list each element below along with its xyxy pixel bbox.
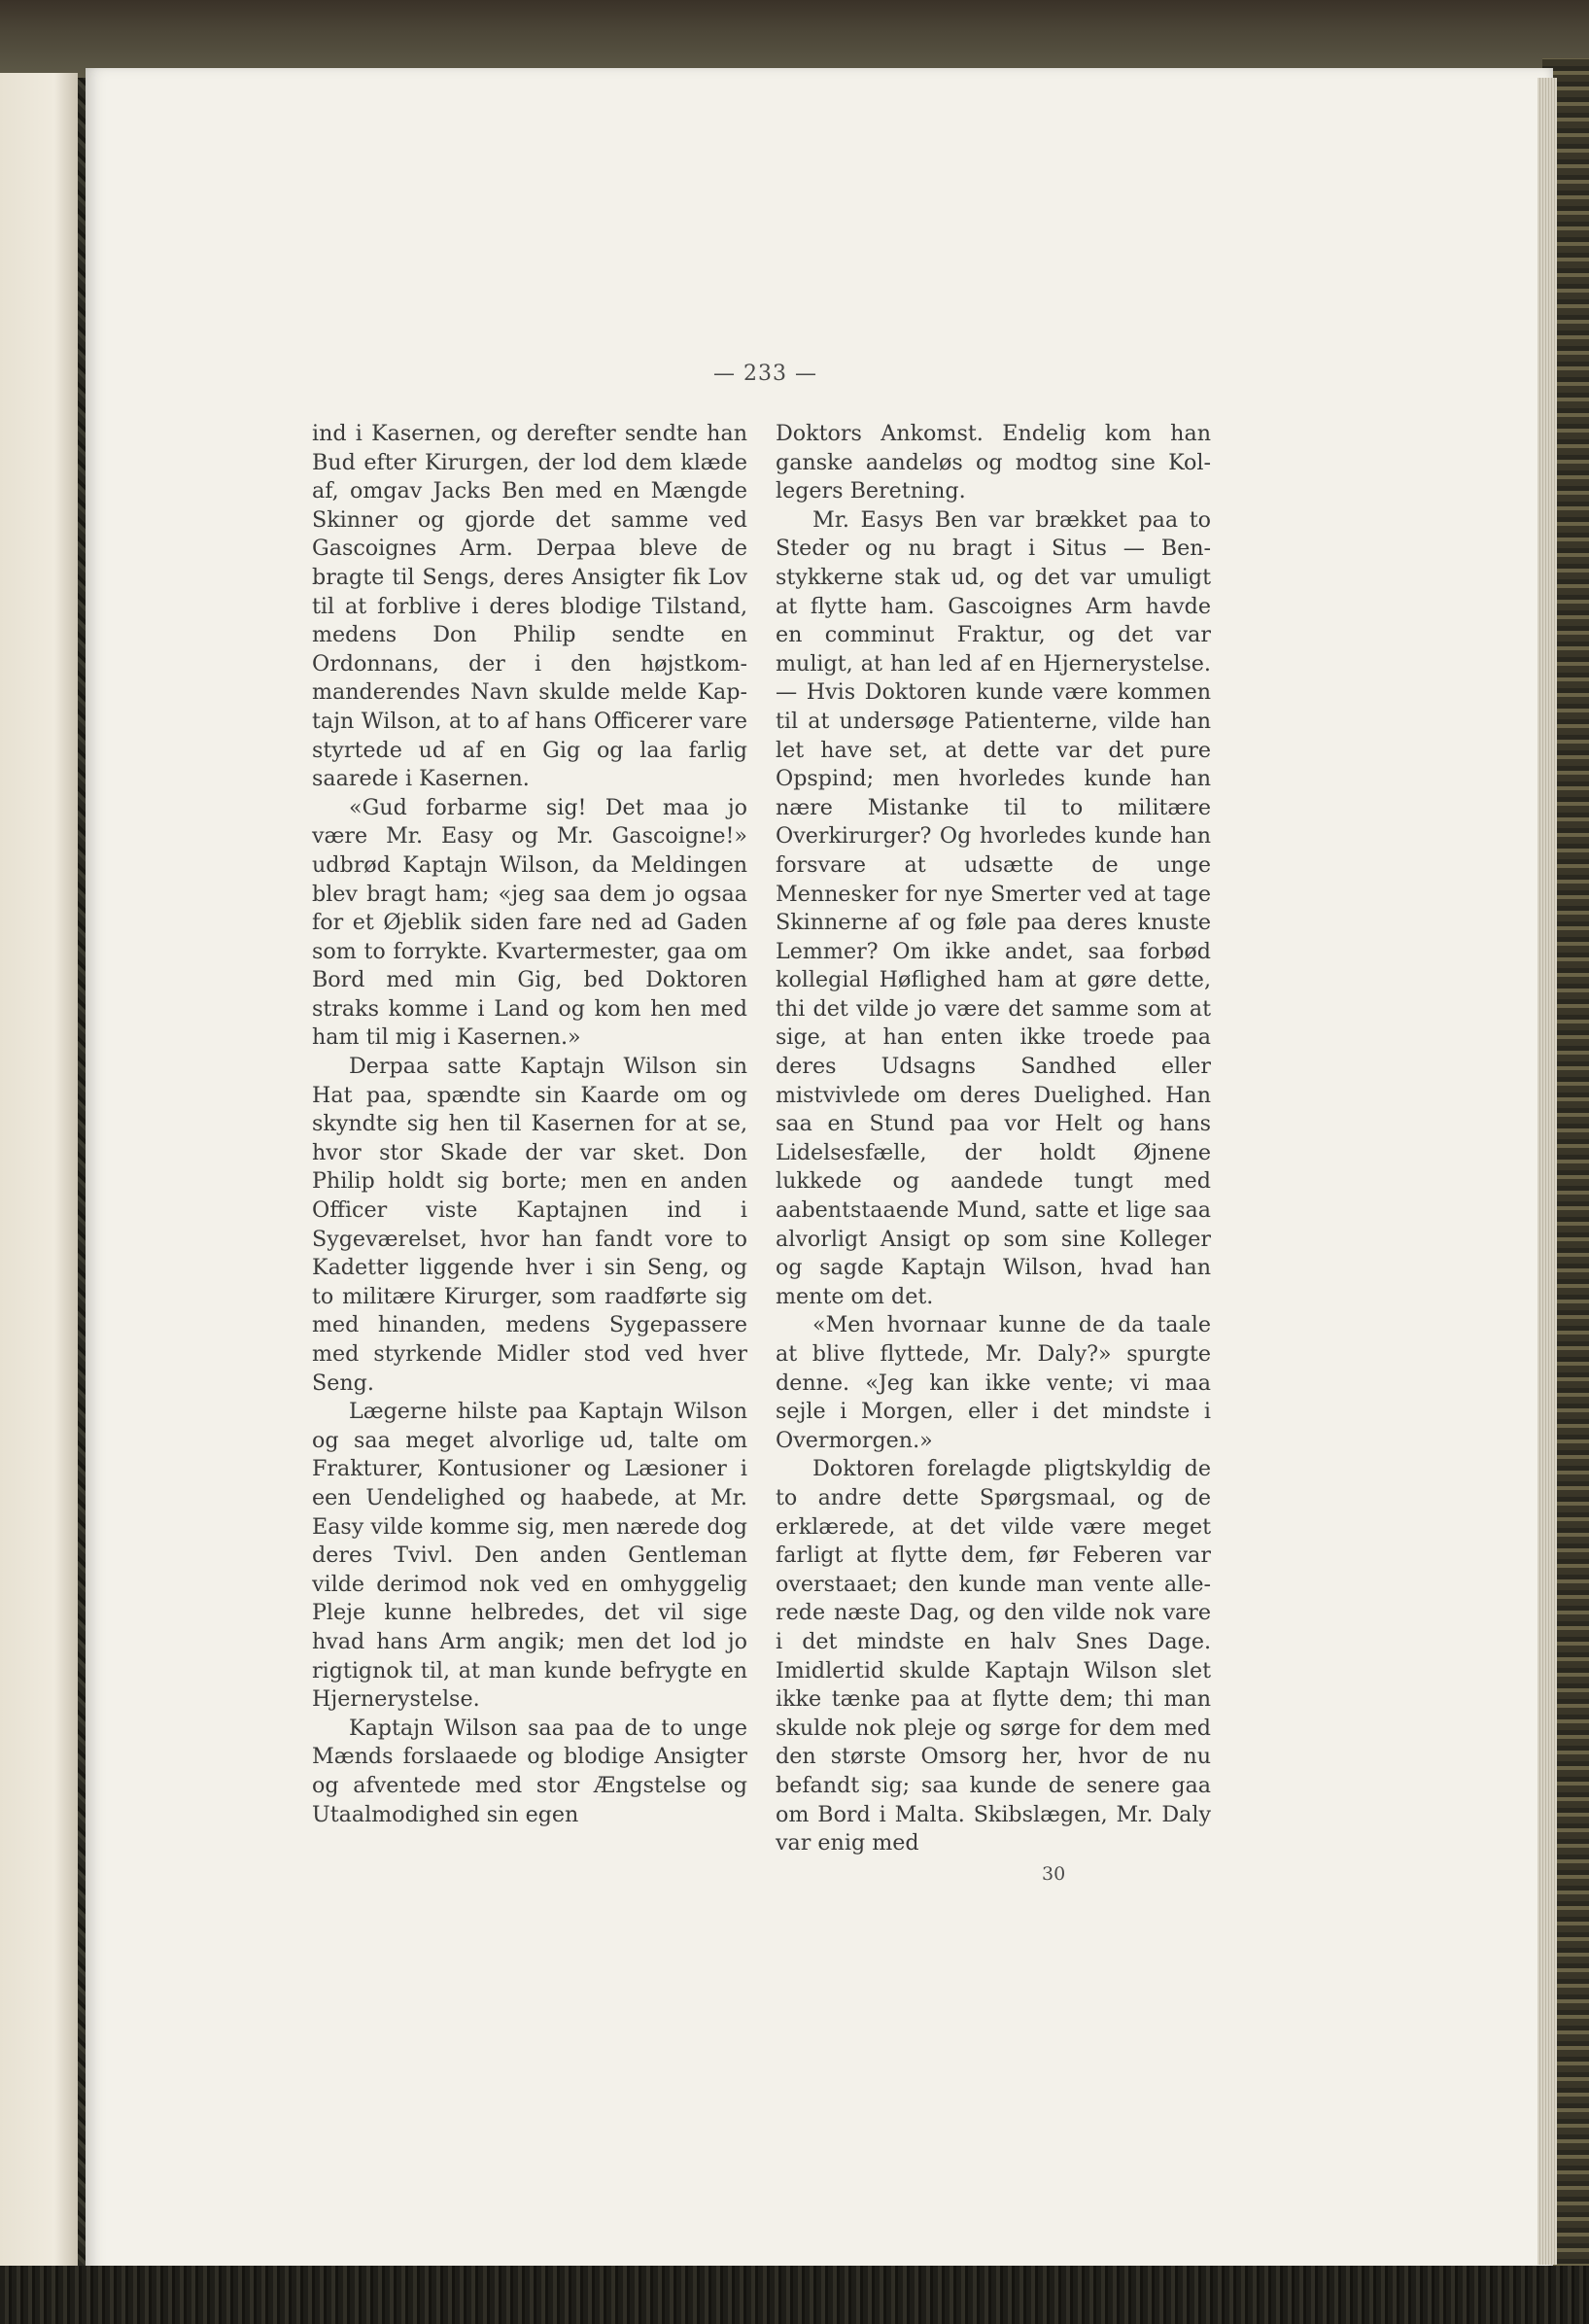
left-text-column — [312, 420, 747, 1829]
page-number: — 233 — — [713, 362, 817, 386]
paragraph: «Men hvornaar kunne de da taale at blive flyttede, Mr. Daly?» spurgte denne. «Jeg kan ikke vente; vi maa sejle i Morgen, eller i det mindste i Overmorgen.» — [776, 1312, 1211, 1453]
paragraph: Mr. Easys Ben var brækket paa to Steder og nu bragt i Situs — Benstykkerne stak ud, og det var umuligt at flytte ham. Gascoignes Arm havde en comminut Fraktur, og det var muligt, at han led af en Hjernerystelse. — Hvis Doktoren kunde være kommen til at undersøge Patienterne, vilde han let have set, at dette var det pure Opspind; men hvorledes kunde han nære Mistanke til to militære Overkirurger? Og hvorledes kunde han forsvare at udsætte de unge Mennesker for nye Smerter ved at tage Skinnerne af og føle paa deres knuste Lemmer? Om ikke andet, saa forbød kollegial Høflighed ham at gøre dette, thi det vilde jo være det samme som at sige, at han enten ikke troede paa deres Udsagns Sandhed eller mistvivlede om deres Duelighed. Han saa en Stund paa vor Helt og hans Lidelsesfælle, der holdt Øjnene lukkede og aandede tungt med aabentstaaende Mund, satte et lige saa alvorligt Ansigt op som sine Kolleger og sagde Kaptajn Wilson, hvad han mente om det. — [776, 506, 1211, 1309]
facing-page-edge — [0, 73, 78, 2270]
book-bottom-edge — [0, 2266, 1589, 2324]
paragraph: Lægerne hilste paa Kaptajn Wilson og saa meget alvorlige ud, talte om Frakturer, Kontusioner og Læsioner i een Uendelighed og haabede, at Mr. Easy vilde komme sig, men nærede dog deres Tvivl. Den anden Gentleman vilde derimod nok ved en omhyggelig Pleje kunne helbredes, det vil sige hvad hans Arm angik; men det lod jo rigtignok til, at man kunde befrygte en Hjernerystelse. — [312, 1399, 747, 1713]
paragraph: Doktors Ankomst. Endelig kom han ganske aandeløs og modtog sine Kollegers Beretning. — [776, 421, 1211, 504]
paragraph: Derpaa satte Kaptajn Wilson sin Hat paa, spændte sin Kaarde om og skyndte sig hen til Kasernen for at se, hvor stor Skade der var sket. Don Philip holdt sig borte; men en anden Officer viste Kaptajnen ind i Sygeværelset, hvor han fandt vore to Kadetter liggende hver i sin Seng, og to militære Kirurger, som raadførte sig med hinanden, medens Sygepassere med styrkende Midler stod ved hver Seng. — [312, 1054, 747, 1396]
book-top-edge — [0, 0, 1589, 78]
printer-signature-mark: 30 — [1042, 1863, 1066, 1885]
right-text-column — [776, 420, 1211, 1858]
paragraph: «Gud forbarme sig! Det maa jo være Mr. Easy og Mr. Gascoigne!» udbrød Kaptajn Wilson, da Meldingen blev bragt ham; «jeg saa dem jo ogsaa for et Øjeblik siden fare ned ad Gaden som to forrykte. Kvartermester, gaa om Bord med min Gig, bed Doktoren straks komme i Land og kom hen med ham til mig i Kasernen.» — [312, 794, 747, 1051]
paragraph: Kaptajn Wilson saa paa de to unge Mænds forslaaede og blodige Ansigter og afventede med stor Ængstelse og Utaalmodighed sin egen — [312, 1715, 747, 1827]
page-block-edge — [1537, 78, 1557, 2265]
paragraph: Doktoren forelagde pligtskyldig de to andre dette Spørgsmaal, og de erklærede, at det vilde være meget farligt at flytte dem, før Feberen var overstaaet; den kunde man vente allerede næste Dag, og den vilde nok vare i det mindste en halv Snes Dage. Imidlertid skulde Kaptajn Wilson slet ikke tænke paa at flytte dem; thi man skulde nok pleje og sørge for dem med den største Omsorg her, hvor de nu befandt sig; saa kunde de senere gaa om Bord i Malta. Skibslægen, Mr. Daly var enig med — [776, 1456, 1211, 1856]
paragraph: ind i Kasernen, og derefter sendte han Bud efter Kirurgen, der lod dem klæde af, omgav Jacks Ben med en Mængde Skinner og gjorde det samme ved Gascoignes Arm. Derpaa bleve de bragte til Sengs, deres Ansigter fik Lov til at forblive i deres blodige Tilstand, medens Don Philip sendte en Ordonnans, der i den højstkommanderendes Navn skulde melde Kaptajn Wilson, at to af hans Officerer vare styrtede ud af en Gig og laa farlig saarede i Kasernen. — [312, 421, 747, 792]
